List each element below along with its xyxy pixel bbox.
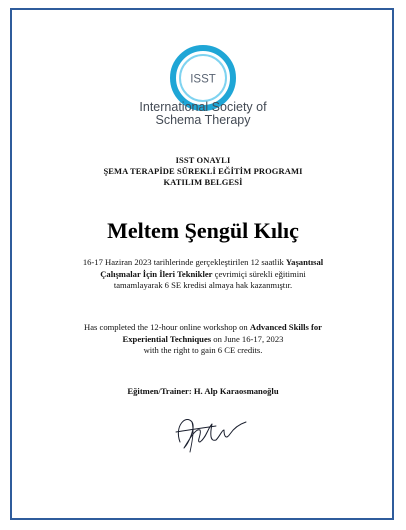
heading-program: ŞEMA TERAPİDE SÜREKLİ EĞİTİM PROGRAMI: [103, 166, 303, 176]
en-line1-bold: Advanced Skills for: [249, 322, 322, 332]
tr-line1-text: 16-17 Haziran 2023 tarihlerinde gerçekleştirilen 12 saatlik: [82, 257, 286, 267]
signature: [166, 408, 252, 454]
tr-line2-bold: Çalışmalar İçin İleri Teknikler: [100, 268, 213, 279]
organization-name-line2: Schema Therapy: [155, 113, 251, 127]
en-line3-text: with the right to gain 6 CE credits.: [143, 345, 263, 355]
tr-line3-text: tamamlayarak 6 SE kredisi almaya hak kazanmıştır.: [113, 280, 293, 290]
tr-line2-text: çevrimiçi sürekli eğitimini: [212, 268, 306, 279]
logo-text: ISST: [190, 73, 216, 86]
heading-approval: ISST ONAYLI: [175, 155, 231, 165]
en-line1-text: Has completed the 12-hour online workshop on: [84, 322, 250, 332]
en-line2-bold: Experiential Techniques: [122, 333, 212, 344]
turkish-paragraph: [0, 257, 406, 292]
english-paragraph: [0, 322, 406, 357]
trainer-label: Eğitmen/Trainer: H. Alp Karaosmanoğlu: [127, 386, 279, 396]
en-line2-text: on June 16-17, 2023: [211, 333, 284, 344]
tr-line1-bold: Yaşantısal: [285, 257, 324, 267]
heading-certificate: KATILIM BELGESİ: [163, 177, 243, 187]
organization-name-line1: International Society of: [139, 100, 267, 114]
recipient-name: Meltem Şengül Kılıç: [107, 218, 299, 243]
